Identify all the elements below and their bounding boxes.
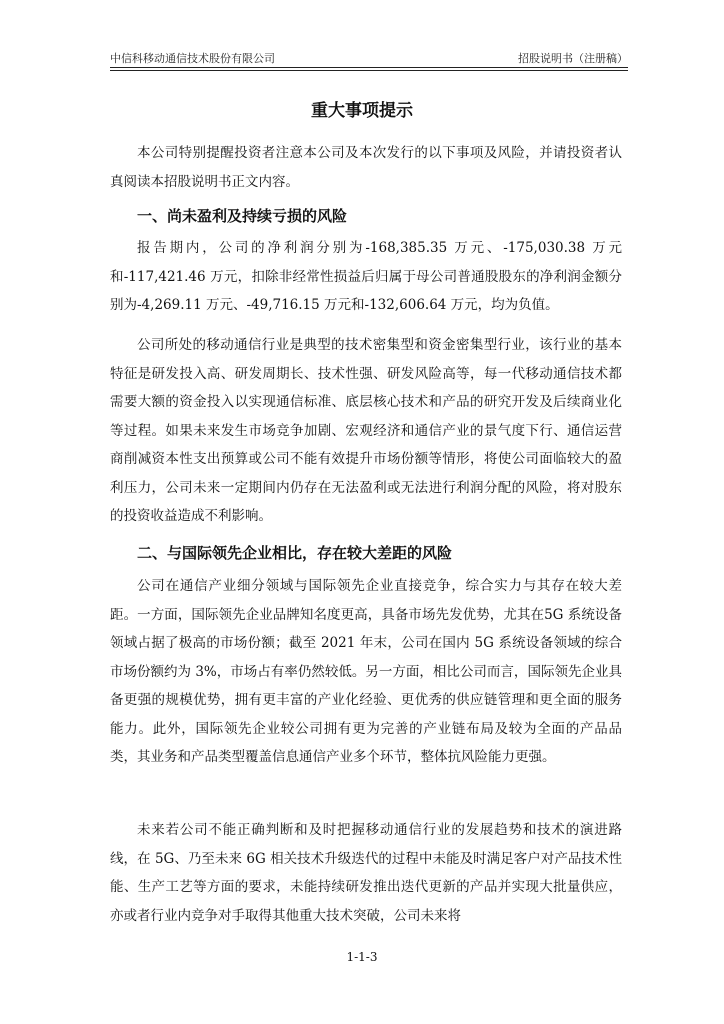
section-1-body-2 — [110, 331, 622, 531]
section-1-paragraph-2: 公司所处的移动通信行业是典型的技术密集型和资金密集型行业，该行业的基本特征是研发投入高、研发周期长、技术性强、研发风险高等，每一代移动通信技术都需要大额的资金投入以实现通信标准、底层核心技术和产品的研究开发及后续商业化等过程。如果未来发生市场竞争加剧、宏观经济和通信产业的景气度下行、通信运营商削减资本性支出预算或公司不能有效提升市场份额等情形，将使公司面临较大的盈利压力，公司未来一定期间内仍存在无法盈利或无法进行利润分配的风险，将对股东的投资收益造成不利影响。 — [110, 337, 622, 524]
section-2-body-2 — [110, 816, 622, 930]
page-header — [110, 50, 628, 68]
section-1-paragraph-1: 报告期内，公司的净利润分别为-168,385.35 万元、-175,030.38 万元和-117,421.46 万元，扣除非经常性损益后归属于母公司普通股股东的净利润金额分别为-4,269.11 万元、-49,716.15 万元和-132,606.64 万元，均为负值。 — [110, 240, 622, 313]
section-1-body — [110, 234, 622, 320]
section-2-heading: 二、与国际领先企业相比，存在较大差距的风险 — [137, 544, 453, 562]
header-rule-thick — [110, 67, 628, 68]
intro-block — [110, 139, 622, 196]
section-1 — [110, 202, 622, 230]
header-rule-thin — [110, 70, 628, 71]
section-2 — [110, 539, 622, 567]
page-title: 重大事项提示 — [311, 101, 413, 121]
section-2-paragraph-1: 公司在通信产业细分领域与国际领先企业直接竞争，综合实力与其存在较大差距。一方面，国际领先企业品牌知名度更高，具备市场先发优势，尤其在5G 系统设备领域占据了极高的市场份额；截至 2021 年末，公司在国内 5G 系统设备领域的综合市场份额约为 3%，市场占有率仍然较低。另一方面，相比公司而言，国际领先企业具备更强的规模优势，拥有更丰富的产业化经验、更优秀的供应链管理和更全面的服务能力。此外，国际领先企业较公司拥有更为完善的产业链布局及较为全面的产品品类，其业务和产品类型覆盖信息通信产业多个环节，整体抗风险能力更强。 — [110, 578, 622, 765]
section-2-paragraph-2: 未来若公司不能正确判断和及时把握移动通信行业的发展趋势和技术的演进路线，在 5G、乃至未来 6G 相关技术升级迭代的过程中未能及时满足客户对产品技术性能、生产工艺等方面的要求，未能持续研发推出迭代更新的产品并实现大批量供应，亦或者行业内竞争对手取得其他重大技术突破，公司未来将 — [110, 822, 622, 924]
intro-paragraph: 本公司特别提醒投资者注意本公司及本次发行的以下事项及风险，并请投资者认真阅读本招股说明书正文内容。 — [110, 145, 622, 190]
page-number: 1-1-3 — [346, 950, 378, 964]
section-2-body — [110, 572, 622, 772]
section-1-heading: 一、尚未盈利及持续亏损的风险 — [137, 207, 348, 225]
header-company-name: 中信科移动通信技术股份有限公司 — [110, 52, 275, 65]
header-document-type: 招股说明书（注册稿） — [518, 52, 628, 65]
